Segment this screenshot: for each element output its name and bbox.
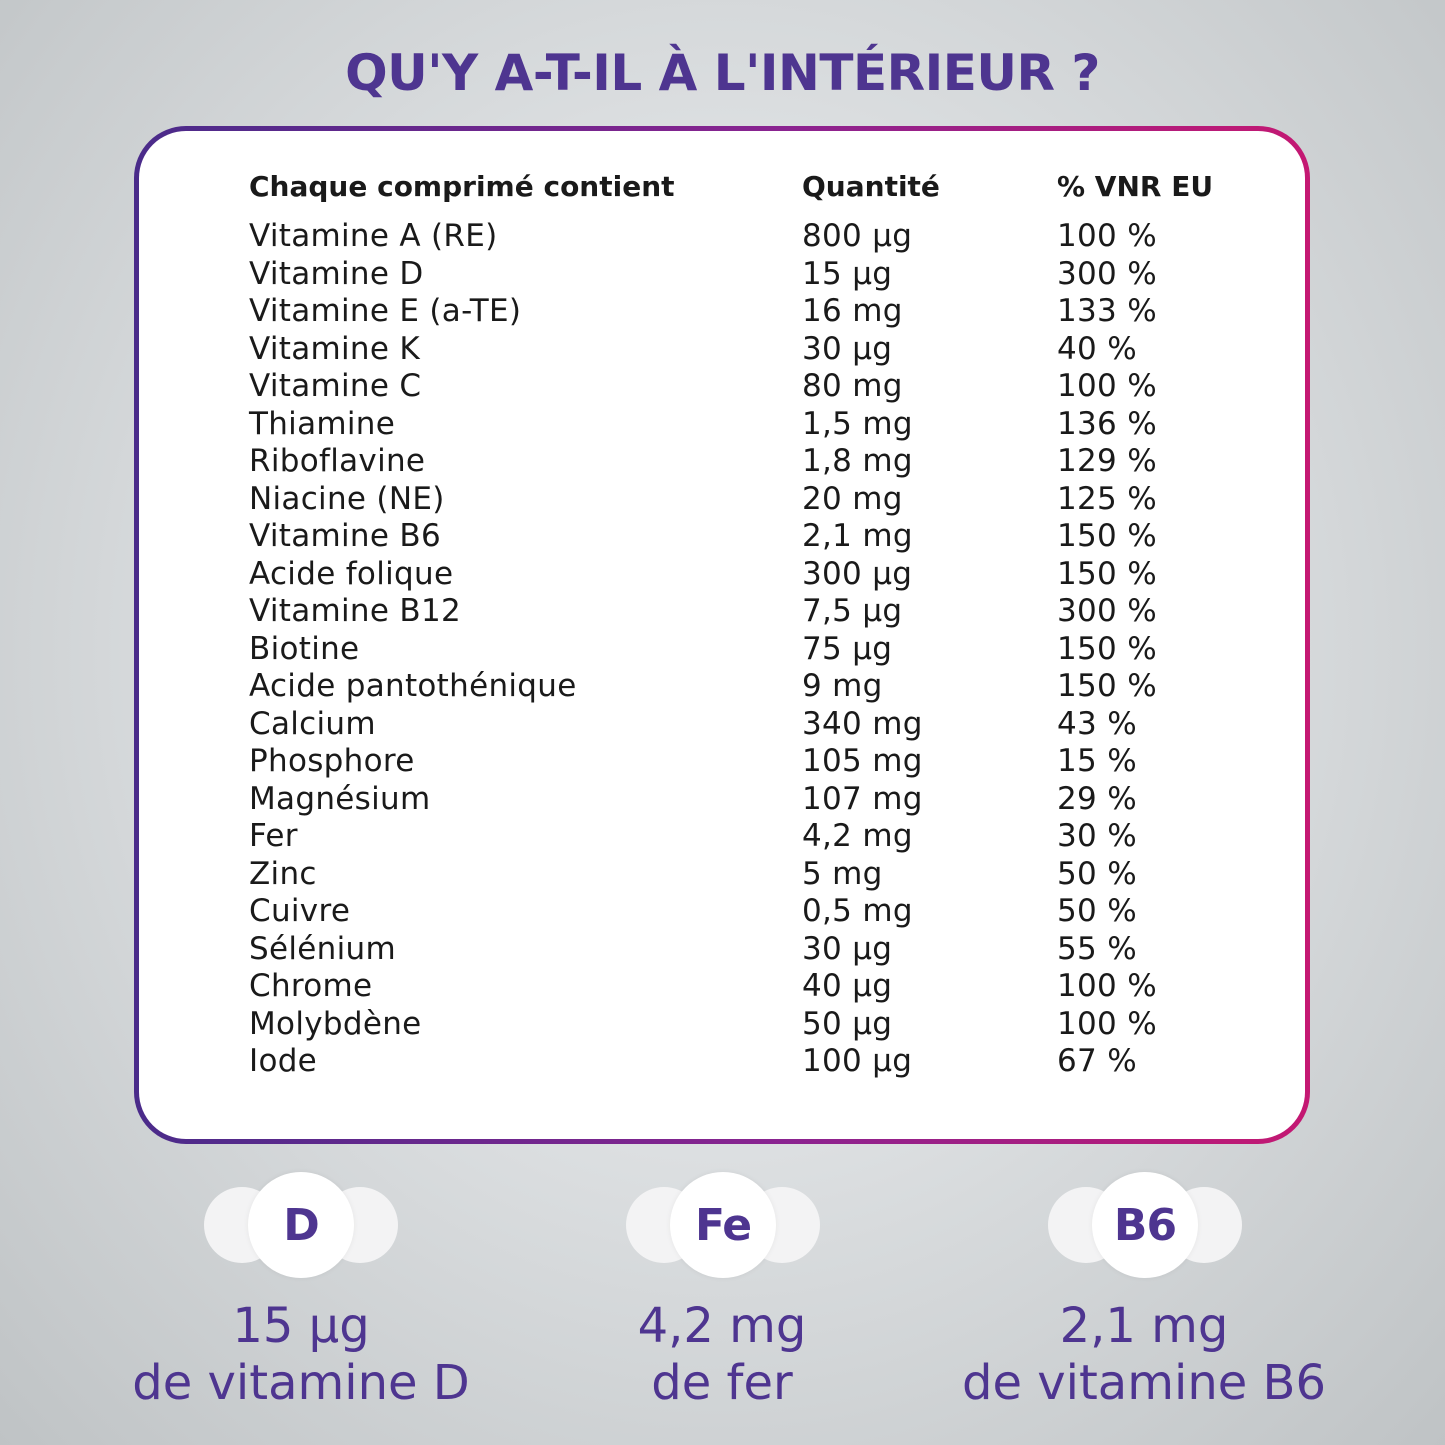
table-row	[249, 256, 1249, 294]
cell-ingredient: Molybdène	[249, 1005, 422, 1042]
iron-caption	[482, 1298, 962, 1412]
cell-ingredient: Vitamine E (a-TE)	[249, 293, 522, 329]
nutrition-card	[134, 126, 1310, 1144]
cell-ingredient: Niacine (NE)	[249, 480, 445, 517]
caption-label: de vitamine B6	[961, 1355, 1326, 1411]
table-row	[249, 218, 1249, 256]
table-row	[249, 743, 1249, 781]
cell-nrv: 30 %	[1057, 818, 1137, 854]
cell-nrv: 300 %	[1057, 255, 1157, 292]
badge-symbol: D	[248, 1172, 354, 1278]
cell-ingredient: Sélénium	[249, 930, 396, 967]
cell-quantity: 2,1 mg	[802, 518, 913, 554]
cell-nrv: 150 %	[1057, 630, 1157, 667]
vitamin-d-badge	[204, 1172, 398, 1278]
table-row	[249, 931, 1249, 969]
cell-quantity: 75 µg	[802, 630, 893, 667]
cell-quantity: 4,2 mg	[802, 818, 913, 854]
cell-nrv: 15 %	[1057, 743, 1137, 779]
iron-badge	[626, 1172, 820, 1278]
table-row	[249, 818, 1249, 856]
cell-quantity: 800 µg	[802, 218, 913, 254]
cell-ingredient: Thiamine	[249, 405, 396, 442]
table-row	[249, 668, 1249, 706]
cell-ingredient: Vitamine C	[249, 368, 422, 404]
cell-quantity: 40 µg	[802, 968, 893, 1004]
cell-ingredient: Biotine	[249, 630, 360, 667]
cell-ingredient: Fer	[249, 818, 298, 854]
cell-ingredient: Cuivre	[249, 893, 351, 929]
cell-nrv: 55 %	[1057, 930, 1137, 967]
cell-nrv: 133 %	[1057, 293, 1157, 329]
cell-ingredient: Vitamine K	[249, 330, 421, 367]
table-row	[249, 968, 1249, 1006]
table-row	[249, 406, 1249, 444]
caption-amount: 2,1 mg	[1059, 1298, 1229, 1354]
page-title: QU'Y A-T-IL À L'INTÉRIEUR ?	[345, 44, 1100, 102]
cell-quantity: 30 µg	[802, 330, 893, 367]
cell-nrv: 50 %	[1057, 855, 1137, 892]
cell-ingredient: Phosphore	[249, 743, 415, 779]
vitamin-d-caption	[61, 1298, 541, 1412]
cell-quantity: 5 mg	[802, 855, 883, 892]
cell-quantity: 300 µg	[802, 555, 913, 592]
cell-quantity: 100 µg	[802, 1043, 913, 1079]
table-row	[249, 556, 1249, 594]
table-header-row	[249, 167, 1249, 207]
cell-nrv: 129 %	[1057, 443, 1157, 479]
table-row	[249, 893, 1249, 931]
badge-symbol: B6	[1092, 1172, 1198, 1278]
cell-ingredient: Acide pantothénique	[249, 668, 577, 704]
cell-quantity: 50 µg	[802, 1005, 893, 1042]
cell-nrv: 40 %	[1057, 330, 1137, 367]
column-header-quantity: Quantité	[802, 170, 940, 203]
column-header-ingredient: Chaque comprimé contient	[249, 170, 675, 203]
cell-quantity: 20 mg	[802, 480, 903, 517]
cell-nrv: 100 %	[1057, 368, 1157, 404]
nutrition-card-inner	[139, 131, 1305, 1139]
nutrition-table	[249, 167, 1249, 1081]
cell-ingredient: Vitamine B12	[249, 593, 461, 629]
vitamin-b6-badge	[1048, 1172, 1242, 1278]
table-row	[249, 1006, 1249, 1044]
cell-ingredient: Acide folique	[249, 555, 454, 592]
table-row	[249, 481, 1249, 519]
cell-quantity: 80 mg	[802, 368, 903, 404]
cell-quantity: 1,8 mg	[802, 443, 913, 479]
caption-amount: 4,2 mg	[637, 1298, 807, 1354]
cell-nrv: 125 %	[1057, 480, 1157, 517]
cell-nrv: 300 %	[1057, 593, 1157, 629]
cell-quantity: 340 mg	[802, 705, 923, 742]
cell-nrv: 29 %	[1057, 780, 1137, 817]
badge-symbol: Fe	[670, 1172, 776, 1278]
cell-ingredient: Vitamine A (RE)	[249, 218, 498, 254]
cell-ingredient: Riboflavine	[249, 443, 426, 479]
table-row	[249, 293, 1249, 331]
cell-quantity: 7,5 µg	[802, 593, 903, 629]
caption-label: de fer	[651, 1355, 793, 1411]
cell-quantity: 16 mg	[802, 293, 903, 329]
cell-ingredient: Zinc	[249, 855, 317, 892]
caption-label: de vitamine D	[132, 1355, 470, 1411]
table-row	[249, 443, 1249, 481]
cell-quantity: 9 mg	[802, 668, 883, 704]
table-row	[249, 368, 1249, 406]
column-header-nrv: % VNR EU	[1057, 170, 1214, 203]
cell-ingredient: Iode	[249, 1043, 318, 1079]
table-row	[249, 1043, 1249, 1081]
cell-nrv: 100 %	[1057, 968, 1157, 1004]
table-row	[249, 706, 1249, 744]
cell-quantity: 0,5 mg	[802, 893, 913, 929]
cell-ingredient: Magnésium	[249, 780, 431, 817]
vitamin-b6-caption	[904, 1298, 1384, 1412]
table-row	[249, 781, 1249, 819]
cell-ingredient: Calcium	[249, 705, 376, 742]
cell-ingredient: Vitamine B6	[249, 518, 441, 554]
cell-nrv: 100 %	[1057, 1005, 1157, 1042]
cell-nrv: 150 %	[1057, 555, 1157, 592]
cell-ingredient: Vitamine D	[249, 255, 424, 292]
table-row	[249, 593, 1249, 631]
cell-ingredient: Chrome	[249, 968, 373, 1004]
table-row	[249, 631, 1249, 669]
table-row	[249, 856, 1249, 894]
cell-nrv: 50 %	[1057, 893, 1137, 929]
cell-nrv: 43 %	[1057, 705, 1137, 742]
cell-nrv: 150 %	[1057, 518, 1157, 554]
cell-quantity: 105 mg	[802, 743, 923, 779]
cell-quantity: 30 µg	[802, 930, 893, 967]
cell-nrv: 67 %	[1057, 1043, 1137, 1079]
caption-amount: 15 µg	[232, 1298, 370, 1354]
cell-nrv: 150 %	[1057, 668, 1157, 704]
cell-nrv: 136 %	[1057, 405, 1157, 442]
cell-quantity: 1,5 mg	[802, 405, 913, 442]
table-row	[249, 518, 1249, 556]
cell-nrv: 100 %	[1057, 218, 1157, 254]
cell-quantity: 107 mg	[802, 780, 923, 817]
table-row	[249, 331, 1249, 369]
cell-quantity: 15 µg	[802, 255, 893, 292]
